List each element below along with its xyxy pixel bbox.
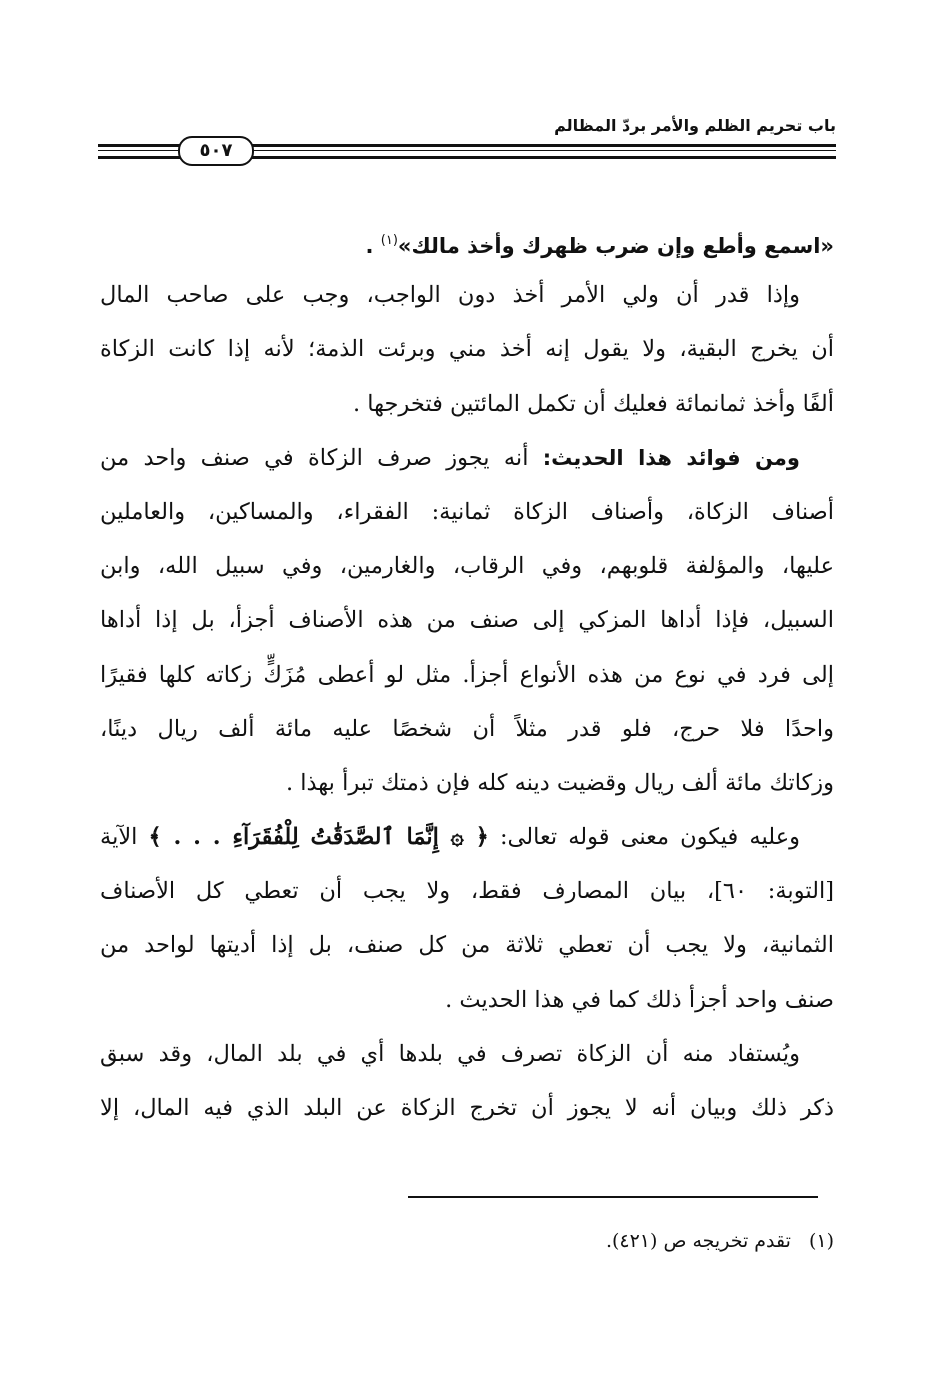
paragraph-line [100, 431, 834, 485]
page-number: ٥٠٧ [199, 140, 233, 161]
header-rule-left [98, 144, 180, 159]
quote-tail: . [365, 234, 381, 258]
paragraph-line: الثمانية، ولا يجب أن تعطي ثلاثة من كل صنف، بل إذا أديتها لواحد من [100, 932, 834, 959]
chapter-title: باب تحريم الظلم والأمر بردّ المظالم [554, 116, 836, 135]
hadith-quote-line [100, 214, 834, 268]
paragraph-lead: ومن فوائد هذا الحديث: [542, 445, 800, 470]
paragraph-line: ذكر ذلك وبيان أنه لا يجوز أن تخرج الزكاة عن البلد الذي فيه المال، إلا [100, 1095, 834, 1121]
page-number-frame [178, 136, 254, 166]
paragraph-line: [التوبة: ٦٠]، بيان المصارف فقط، ولا يجب أن تعطي كل الأصناف [100, 878, 834, 905]
paragraph-line: وإذا قدر أن ولي الأمر أخذ دون الواجب، وجب على صاحب المال [100, 282, 800, 309]
paragraph-text: أنه يجوز صرف الزكاة في صنف واحد من [100, 444, 543, 471]
paragraph-line: وزكاتك مائة ألف ريال وقضيت دينه كله فإن ذمتك تبرأ بهذا . [285, 769, 834, 796]
footnote [606, 1230, 834, 1252]
paragraph-line: أن يخرج البقية، ولا يقول إنه أخذ مني وبرئت الذمة؛ لأنه إذا كانت الزكاة [100, 336, 834, 363]
paragraph-line: صنف واحد أجزأ ذلك كما في هذا الحديث . [445, 986, 834, 1013]
page-header [98, 112, 836, 182]
quran-verse: ﴿ ۞ إِنَّمَا ٱلصَّدَقَٰتُ لِلْفُقَرَآءِ . . . ﴾ [148, 824, 489, 851]
paragraph-line [100, 810, 834, 864]
paragraph-text: الآية [100, 824, 149, 851]
paragraph-line: أصناف الزكاة، وأصناف الزكاة ثمانية: الفقراء، والمساكين، والعاملين [100, 498, 834, 525]
paragraph-line: واحدًا فلا حرج، فلو قدر مثلاً أن شخصًا عليه مائة ألف ريال دينًا، [100, 715, 834, 742]
footnote-marker: (١) [808, 1230, 834, 1252]
main-text [100, 214, 834, 1135]
header-rule-right [248, 144, 836, 159]
hadith-quote: «اسمع وأطع وإن ضرب ظهرك وأخذ مالك» [397, 234, 834, 258]
paragraph-text: وعليه فيكون معنى قوله تعالى: [488, 824, 801, 851]
paragraph-line: السبيل، فإذا أداها المزكي إلى صنف من هذه الأصناف أجزأ، بل إذا أداها [100, 607, 834, 634]
paragraph-line: عليها، والمؤلفة قلوبهم، وفي الرقاب، والغارمين، وفي سبيل الله، وابن [100, 553, 834, 580]
footnote-separator [408, 1196, 818, 1198]
paragraph-line: ألفًا وأخذ ثمانمائة فعليك أن تكمل المائتين فتخرجها . [352, 390, 834, 417]
paragraph-line: ويُستفاد منه أن الزكاة تصرف في بلدها أي في بلد المال، وقد سبق [100, 1040, 800, 1067]
paragraph-line: إلى فرد في نوع من هذه الأنواع أجزأ. مثل لو أعطى مُزَكٍّ زكاته كلها فقيرًا [100, 661, 834, 688]
footnote-reference[interactable]: (١) [380, 233, 398, 248]
footnote-text: تقدم تخريجه ص (٤٢١). [605, 1230, 791, 1252]
